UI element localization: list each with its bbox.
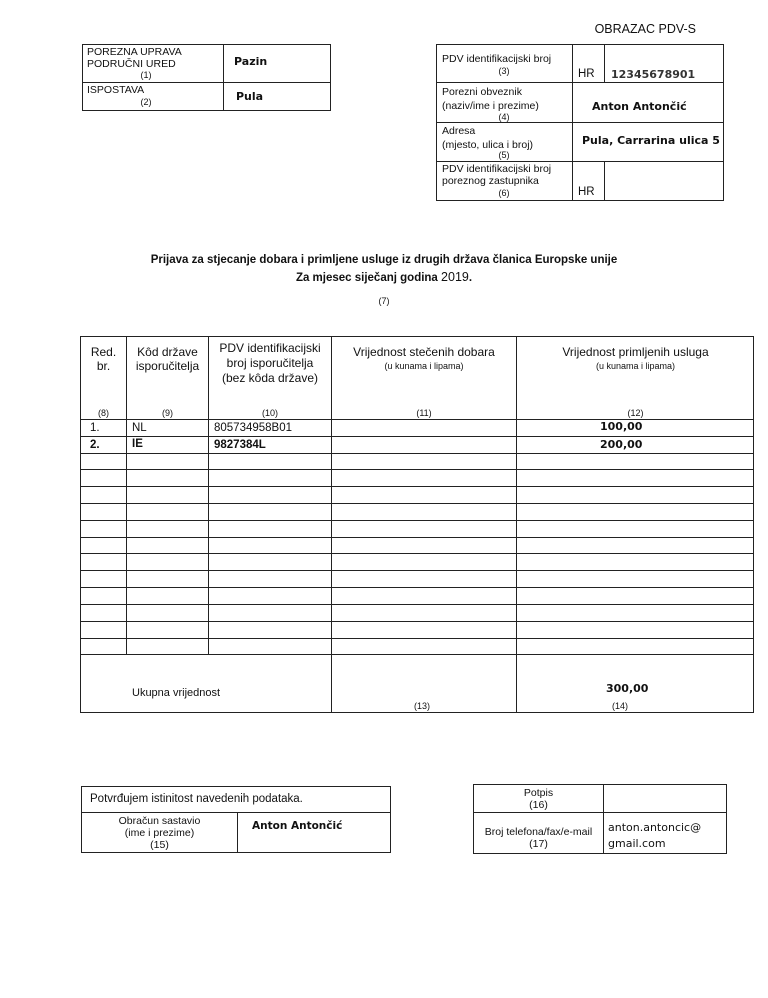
header-services-value: Vrijednost primljenih usluga (u kunama i lipama) — [562, 345, 709, 371]
vat-id-num: (3) — [498, 66, 510, 76]
form-period: Za mjesec siječanj godina 2019. — [295, 270, 473, 284]
vat-id-value: 12345678901 — [611, 68, 696, 81]
acquisitions-table — [80, 336, 754, 713]
table-row — [80, 437, 754, 453]
address-value: Pula, Carrarina ulica 5 — [582, 134, 720, 147]
form-code: OBRAZAC PDV-S — [594, 22, 696, 36]
total-services-value: 300,00 — [606, 682, 649, 695]
total-label: Ukupna vrijednost — [132, 687, 221, 699]
total-goods-num: (13) — [413, 701, 430, 711]
table-row-divider — [80, 537, 754, 538]
row-country-code: NL — [132, 422, 147, 434]
branch-label: ISPOSTAVA — [87, 84, 145, 96]
table-row-divider — [80, 453, 754, 454]
tax-office-value: Pazin — [234, 55, 268, 68]
row-number: 1. — [90, 422, 100, 434]
table-row-divider — [80, 604, 754, 605]
contact-label: Broj telefona/fax/e-mail (17) — [484, 826, 593, 850]
table-row-divider — [80, 553, 754, 554]
col-num-9: (9) — [162, 408, 173, 418]
table-row — [80, 420, 754, 436]
taxpayer-label: Porezni obveznik (naziv/ime i prezime) — [442, 86, 539, 112]
table-row-divider — [80, 638, 754, 639]
branch-value: Pula — [236, 90, 264, 103]
header-vat-number: PDV identifikacijski broj isporučitelja (bez kôda države) — [219, 341, 321, 385]
row-services-value: 100,00 — [600, 420, 643, 433]
header-goods-value: Vrijednost stečenih dobara (u kunama i lipama) — [353, 345, 495, 371]
confirmation-text: Potvrđujem istinitost navedenih podataka. — [90, 793, 303, 805]
col-num-11: (11) — [416, 408, 432, 418]
form-heading: Prijava za stjecanje dobara i primljene usluge iz drugih država članica Europske unije — [150, 254, 618, 266]
contact-value: anton.antoncic@ gmail.com — [608, 821, 702, 850]
row-vat-number: 9827384L — [214, 439, 266, 451]
tax-rep-prefix: HR — [578, 186, 595, 198]
prepared-by-label: Obračun sastavio (ime i prezime) (15) — [118, 815, 201, 851]
row-vat-number: 805734958B01 — [214, 422, 293, 434]
branch-num: (2) — [140, 97, 152, 107]
header-country-code: Kôd države isporučitelja — [135, 345, 200, 373]
table-row-divider — [80, 587, 754, 588]
col-num-10: (10) — [261, 408, 278, 418]
row-number: 2. — [90, 439, 100, 451]
period-year: 2019 — [441, 270, 469, 284]
table-row-divider — [80, 520, 754, 521]
table-row-divider — [80, 469, 754, 470]
col-num-8: (8) — [98, 408, 109, 418]
tax-office-num: (1) — [140, 70, 152, 80]
address-num: (5) — [498, 150, 510, 160]
vat-id-prefix: HR — [578, 68, 595, 80]
header-row-number: Red. br. — [90, 345, 117, 373]
row-country-code: IE — [132, 438, 143, 450]
table-row-divider — [80, 486, 754, 487]
total-services-num: (14) — [611, 701, 628, 711]
taxpayer-value: Anton Antončić — [592, 100, 687, 113]
taxpayer-num: (4) — [498, 112, 510, 122]
table-row-divider — [80, 621, 754, 622]
prepared-by-value: Anton Antončić — [252, 820, 343, 832]
tax-rep-label: PDV identifikacijski broj poreznog zastupnika — [442, 163, 552, 187]
tax-office-label: POREZNA UPRAVA PODRUČNI URED — [87, 46, 182, 70]
tax-rep-num: (6) — [498, 188, 510, 198]
vat-id-label: PDV identifikacijski broj — [442, 53, 552, 65]
table-row-divider — [80, 503, 754, 504]
row-services-value: 200,00 — [600, 438, 643, 451]
address-label: Adresa (mjesto, ulica i broj) — [442, 125, 534, 151]
heading-num: (7) — [378, 296, 390, 306]
signature-label: Potpis (16) — [523, 787, 554, 811]
table-row-divider — [80, 570, 754, 571]
col-num-12: (12) — [627, 408, 644, 418]
